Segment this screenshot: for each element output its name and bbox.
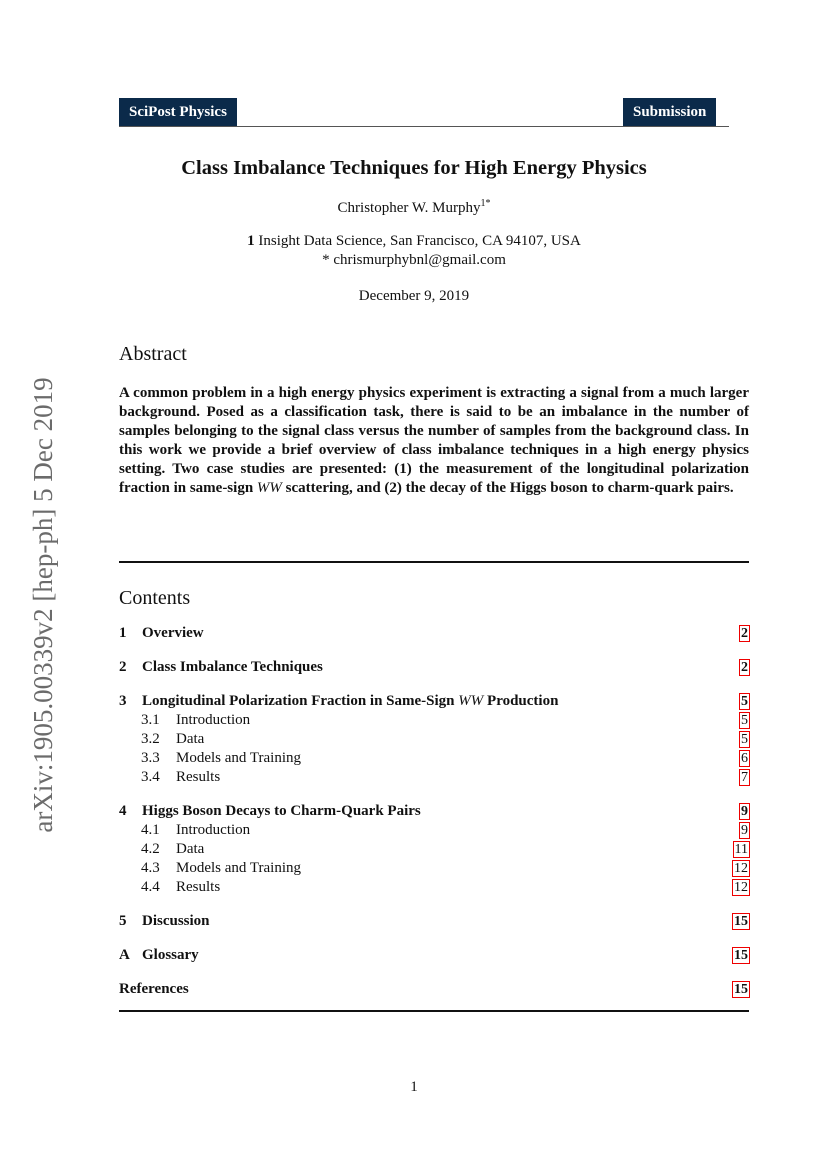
toc-page-link[interactable]: 12 [734,861,748,876]
toc-number: 3.1 [141,712,160,728]
toc-label [142,692,558,711]
toc-number: 5 [119,913,127,929]
toc-page-link[interactable]: 9 [741,804,748,819]
contents-heading: Contents [119,587,191,609]
toc-entry-3-3[interactable] [119,749,750,768]
affiliation-text: Insight Data Science, San Francisco, CA 94107, USA [258,233,581,249]
toc-page-link[interactable]: 15 [734,982,748,997]
affiliation [0,233,828,250]
abstract-heading: Abstract [119,343,187,365]
toc-number: 4.4 [141,879,160,895]
toc-label: Overview [142,625,204,641]
header-rule [119,126,729,127]
toc-number: 4.1 [141,822,160,838]
submission-badge [623,98,716,126]
toc-number: 3.3 [141,750,160,766]
toc-entry-3-2[interactable] [119,730,750,749]
affiliation-index: 1 [247,233,255,249]
toc-entry-4-3[interactable] [119,859,750,878]
toc-page-link[interactable]: 5 [741,713,748,728]
toc-entry-class-imbalance[interactable] [119,658,750,677]
toc-number: A [119,947,130,963]
toc-entry-4-4[interactable] [119,878,750,897]
paper-title: Class Imbalance Techniques for High Energy Physics [181,157,647,179]
toc-label-part1: Longitudinal Polarization Fraction in Same-Sign [142,693,459,709]
abstract-text-part1: A common problem in a high energy physics experiment is extracting a signal from a much larger background. Posed as a classification task, there is said to be an imbalance in the number of samples belonging to the signal class versus the number of samples from the background class. In this work we provide a brief overview of class imbalance techniques in a high energy physics setting. Two case studies are presented: (1) the measurement of the longitudinal polarization fraction in same-sign [119,385,749,496]
toc-number: 4.2 [141,841,160,857]
arxiv-stamp[interactable]: arXiv:1905.00339v2 [hep-ph] 5 Dec 2019 [28,377,58,833]
toc-entry-references[interactable] [119,980,750,999]
toc-label: Models and Training [176,750,302,766]
toc-number: 2 [119,659,127,675]
toc-label: Models and Training [176,860,302,876]
toc-entry-discussion[interactable] [119,912,750,931]
abstract-divider [119,561,749,563]
abstract-math-ww: WW [256,480,282,496]
toc-number: 4 [119,803,127,819]
toc-entry-overview[interactable] [119,624,750,643]
toc-label: References [119,981,189,997]
toc-entry-higgs[interactable] [119,802,750,821]
contents-divider [119,1010,749,1012]
toc-label: Introduction [176,712,251,728]
toc-label: Data [176,731,205,747]
toc-entry-longitudinal[interactable] [119,692,750,711]
email-link[interactable]: * chrismurphybnl@gmail.com [322,252,506,268]
author-marks: 1* [480,198,491,209]
toc-page-link[interactable]: 2 [741,626,748,641]
toc-number: 3.2 [141,731,160,747]
paper-date: December 9, 2019 [358,288,470,304]
toc-entry-3-1[interactable] [119,711,750,730]
toc-label: Results [176,769,221,785]
toc-page-link[interactable]: 6 [741,751,748,766]
author-name: Christopher W. Murphy [337,200,481,216]
abstract-text-part2: scattering, and (2) the decay of the Higgs boson to charm-quark pairs. [281,480,734,496]
toc-entry-4-1[interactable] [119,821,750,840]
toc-label: Higgs Boson Decays to Charm-Quark Pairs [142,803,421,819]
toc-page-link[interactable]: 12 [734,880,748,895]
toc-number: 4.3 [141,860,160,876]
submission-label: Submission [633,104,707,120]
toc-page-link[interactable]: 5 [741,732,748,747]
toc-entry-glossary[interactable] [119,946,750,965]
toc-label-part2: Production [483,693,559,709]
toc-page-link[interactable]: 7 [741,770,748,785]
journal-badge [119,98,237,126]
author-line [0,198,828,217]
journal-name: SciPost Physics [129,104,227,120]
toc-label: Results [176,879,221,895]
toc-page-link[interactable]: 11 [734,842,748,857]
toc-page-link[interactable]: 15 [734,948,748,963]
toc-number: 3.4 [141,769,160,785]
toc-page-link[interactable]: 15 [734,914,748,929]
toc-label: Glossary [142,947,199,963]
toc-number: 1 [119,625,127,641]
toc-entry-4-2[interactable] [119,840,750,859]
toc-label: Discussion [142,913,210,929]
toc-math-ww: WW [458,693,484,709]
toc-page-link[interactable]: 5 [741,694,748,709]
toc-page-link[interactable]: 9 [741,823,748,838]
toc-label: Data [176,841,205,857]
toc-entry-3-4[interactable] [119,768,750,787]
toc-page-link[interactable]: 2 [741,660,748,675]
page-number: 1 [410,1079,418,1095]
abstract-text [119,384,749,498]
toc-label: Introduction [176,822,251,838]
toc-number: 3 [119,693,127,709]
toc-label: Class Imbalance Techniques [142,659,323,675]
